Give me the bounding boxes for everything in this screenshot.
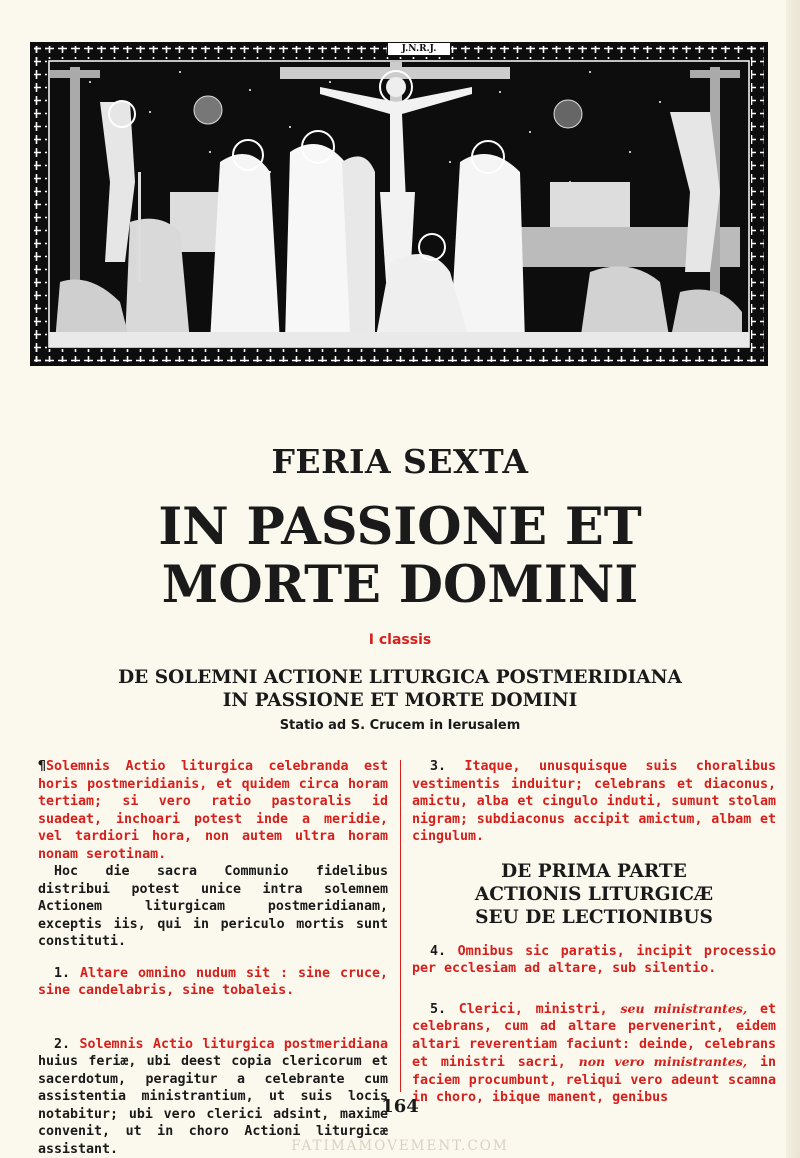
paragraph-2-red: Solemnis Actio liturgica postmeridiana <box>79 1036 388 1052</box>
intro-black <box>38 863 388 951</box>
watermark: FATIMAMOVEMENT.COM <box>291 1138 509 1154</box>
page-title <box>0 498 800 614</box>
rubric-mark-icon: ¶ <box>38 759 47 774</box>
paragraph-2-number: 2. <box>54 1036 71 1052</box>
column-divider <box>400 760 401 1092</box>
intro-red-text: Solemnis Actio liturgica celebranda est horis postmeridianis, et quidem circa horam tertiam; si vero ratio pastoralis id suadeat, inchoari potest inde a meridie, vel tardiori hora, non autem ultra horam nonam serotinam. <box>38 759 388 862</box>
paragraph-5-italic-2: non vero ministrantes, <box>578 1054 748 1069</box>
page-number: 164 <box>381 1096 419 1117</box>
feria-heading: FERIA SEXTA <box>271 442 529 481</box>
paragraph-3-number: 3. <box>430 759 447 774</box>
paragraph-1-text: Altare omnino nudum sit : sine cruce, sine candelabris, sine tobaleis. <box>38 965 388 998</box>
subheading-line-1: DE SOLEMNI ACTIONE LITURGICA POSTMERIDIANA <box>118 667 682 688</box>
paragraph-5-part-a: Clerici, ministri, <box>458 1001 608 1017</box>
right-column <box>412 758 776 1107</box>
paragraph-1-number: 1. <box>54 965 71 981</box>
paragraph-2-black: huius feriæ, ubi deest copia clericorum et sacerdotum, peragitur a celebrante cum assistentia ministrantium, ut suis locis notabitur; ubi vero clerici adsint, maxime convenit, ut in choro Actioni liturgicæ assistant. <box>38 1054 388 1157</box>
section-heading-line-2: ACTIONIS LITURGICÆ <box>474 883 714 905</box>
subheading <box>0 666 800 712</box>
paragraph-4 <box>412 943 776 978</box>
paragraph-5-italic-1: seu ministrantes, <box>620 1000 748 1016</box>
paragraph-3 <box>412 758 776 846</box>
intro-rubric <box>38 758 388 863</box>
statio-line: Statio ad S. Crucem in Ierusalem <box>279 718 521 733</box>
classis-label: I classis <box>368 632 432 648</box>
intro-black-text: Hoc die sacra Communio fidelibus distribui potest unice intra solemnem Actionem liturgicam postmeridianam, exceptis iis, qui in periculo mortis sunt constituti. <box>38 864 388 949</box>
paragraph-5 <box>412 1000 776 1107</box>
title-line-2: MORTE DOMINI <box>161 555 639 615</box>
paragraph-4-number: 4. <box>430 943 447 959</box>
paragraph-4-text: Omnibus sic paratis, incipit processio per ecclesiam ad altare, sub silentio. <box>412 943 776 976</box>
section-heading-line-3: SEU DE LECTIONIBUS <box>475 906 713 928</box>
subheading-line-2: IN PASSIONE ET MORTE DOMINI <box>222 690 578 711</box>
paragraph-5-number: 5. <box>430 1001 447 1017</box>
crucifixion-engraving-icon <box>30 42 768 366</box>
section-heading-line-1: DE PRIMA PARTE <box>501 860 687 882</box>
paragraph-1 <box>38 965 388 1000</box>
section-heading <box>412 860 776 929</box>
paragraph-5-part-c: in faciem procumbunt, reliqui vero adeunt scamna in choro, ibique manent, genibus <box>412 1055 776 1105</box>
paragraph-3-text: Itaque, unusquisque suis choralibus vestimentis induitur; celebrans et diaconus, amictu, alba et cingulo induti, sumunt stolam nigram; subdiaconus accipit amictum, albam et cingulum. <box>412 759 776 844</box>
title-line-1: IN PASSIONE ET <box>158 497 642 557</box>
paragraph-5-part-b: et celebrans, cum ad altare pervenerint, eidem altari reverentiam faciunt: deinde, celebrans et ministri sacri, <box>412 1001 776 1070</box>
inri-inscription: J.N.R.J. <box>387 42 451 56</box>
